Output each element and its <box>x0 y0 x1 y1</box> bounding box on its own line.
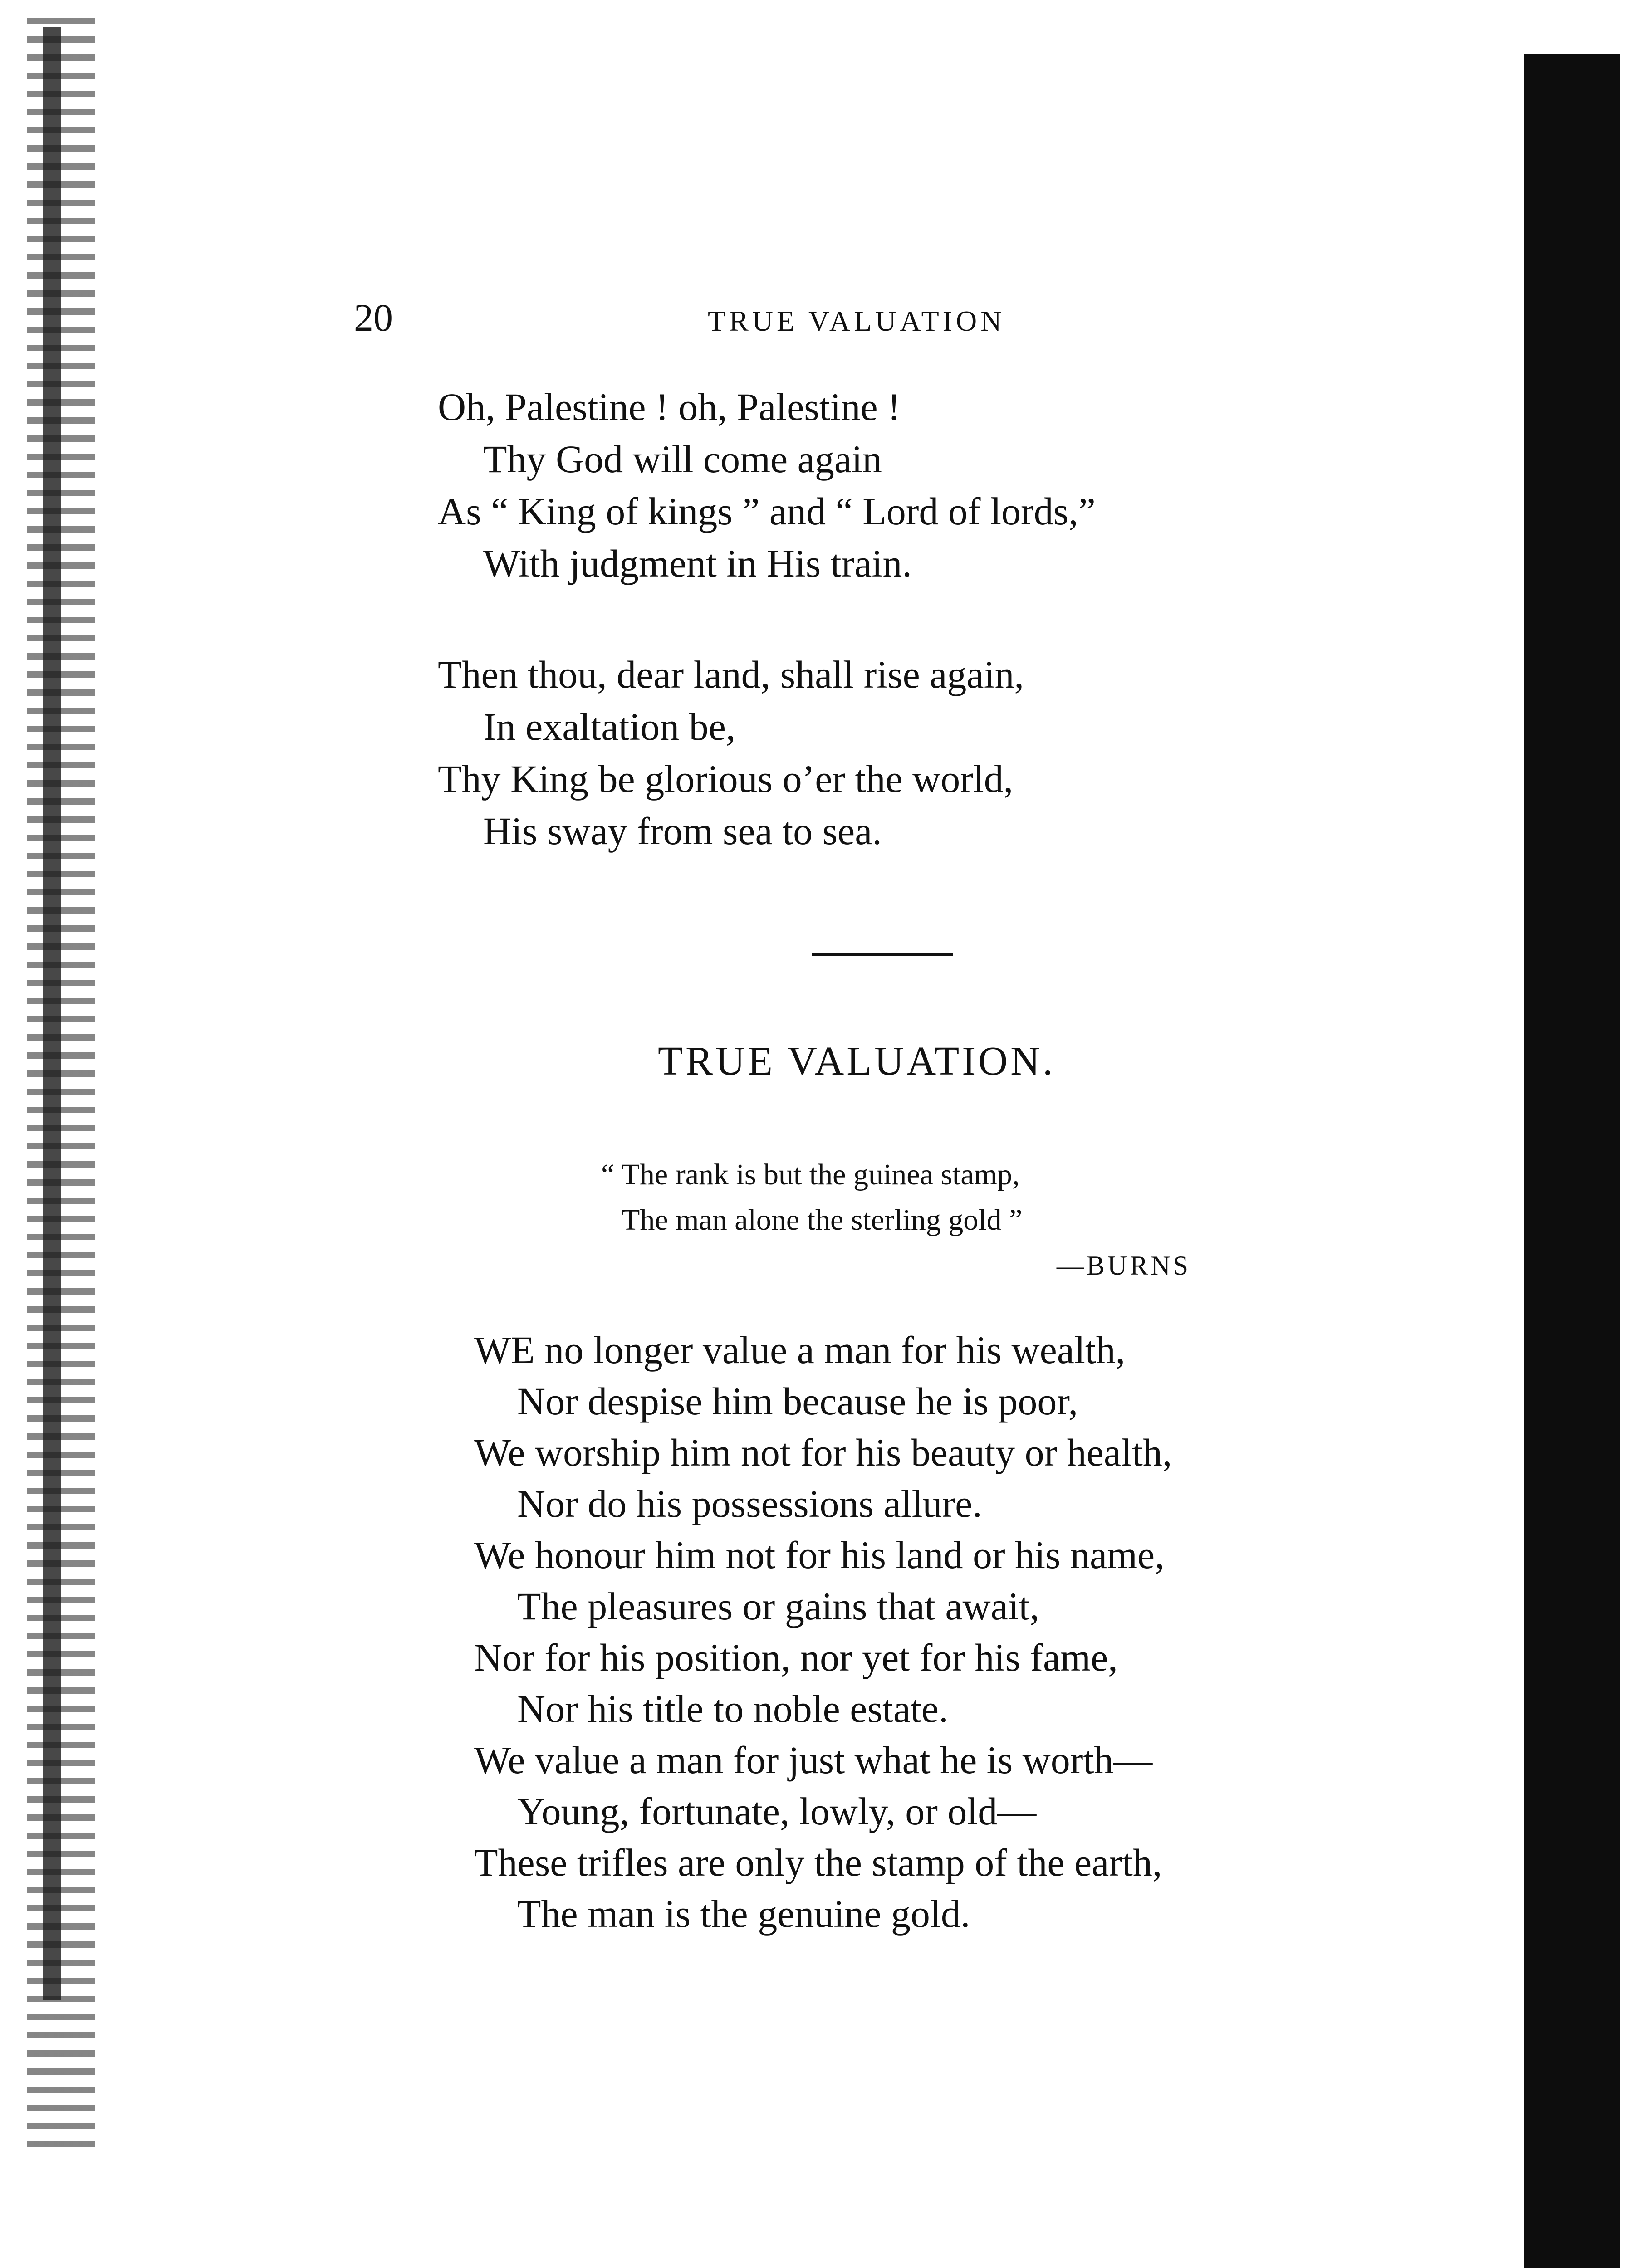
verse-line: WE no longer value a man for his wealth, <box>474 1328 1126 1372</box>
scan-edge-shadow-right <box>1524 54 1620 2268</box>
running-head <box>354 290 1080 345</box>
section-divider-rule <box>812 953 953 956</box>
verse-line: We honour him not for his land or his name, <box>474 1533 1165 1577</box>
page-number: 20 <box>354 296 393 339</box>
verse-line: The man is the genuine gold. <box>517 1892 970 1936</box>
verse-line: The pleasures or gains that await, <box>517 1584 1040 1628</box>
poem-body <box>474 1325 1518 1940</box>
verse-line: Oh, Palestine ! oh, Palestine ! <box>438 385 901 429</box>
running-title: TRUE VALUATION <box>708 305 1005 337</box>
scan-binding-shadow-left <box>43 27 61 2000</box>
epigraph-attribution: —BURNS <box>1056 1251 1191 1281</box>
verse-line: Thy King be glorious o’er the world, <box>438 757 1014 801</box>
verse-line: In exaltation be, <box>483 705 736 748</box>
verse-line: With judgment in His train. <box>483 542 912 585</box>
epigraph-line: “ The rank is but the guinea stamp, <box>601 1158 1020 1191</box>
scan-binding-edge-left <box>27 18 95 2150</box>
verse-line: Thy God will come again <box>483 437 882 481</box>
previous-poem-stanza-1 <box>438 381 1481 590</box>
previous-poem-stanza-2 <box>438 649 1481 857</box>
epigraph-line: The man alone the sterling gold ” <box>622 1203 1023 1237</box>
verse-line: Nor despise him because he is poor, <box>517 1379 1078 1423</box>
verse-line: Nor for his position, nor yet for his fame, <box>474 1636 1118 1679</box>
verse-line: Young, fortunate, lowly, or old— <box>517 1789 1037 1833</box>
poem-title: TRUE VALUATION. <box>658 1039 1056 1084</box>
verse-line: His sway from sea to sea. <box>483 809 882 853</box>
verse-line: These trifles are only the stamp of the earth, <box>474 1841 1162 1884</box>
verse-line: We value a man for just what he is worth— <box>474 1738 1153 1782</box>
verse-line: Then thou, dear land, shall rise again, <box>438 653 1024 696</box>
verse-line: Nor do his possessions allure. <box>517 1482 982 1525</box>
epigraph <box>601 1152 1209 1288</box>
verse-line: We worship him not for his beauty or health, <box>474 1431 1172 1474</box>
verse-line: Nor his title to noble estate. <box>517 1687 949 1730</box>
verse-line: As “ King of kings ” and “ Lord of lords,” <box>438 489 1096 533</box>
